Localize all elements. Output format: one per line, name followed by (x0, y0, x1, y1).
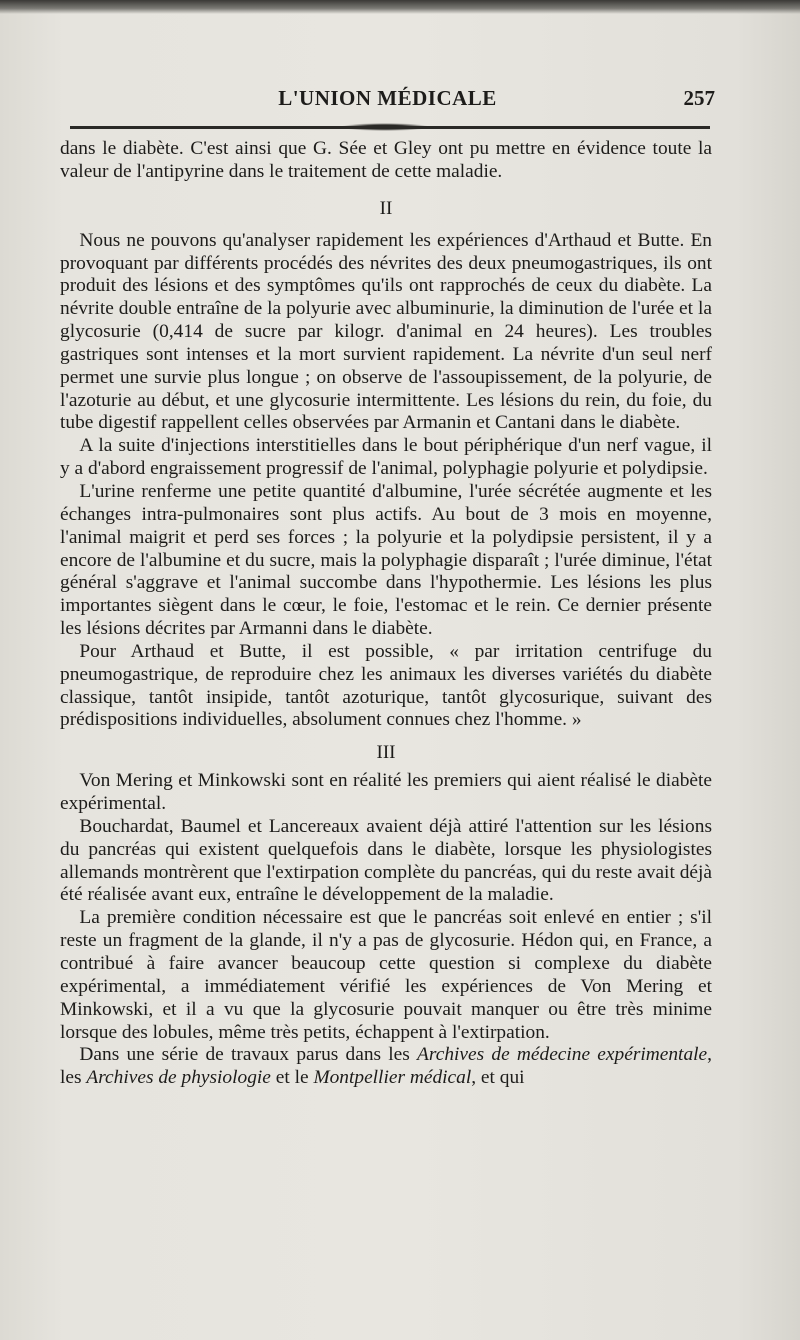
paragraph: La première condition nécessaire est que le pancréas soit enlevé en entier ; s'il reste un fragment de la glande, il n'y a pas de glycosurie. Hédon qui, en France, a contribué à faire avancer beaucoup cette question si complexe du diabète expérimental, a immédiatement vérifié les expériences de Von Mering et Minkowski, et il a vu que la glycosurie pouvait manquer ou être très minime lorsque des lobules, même très petits, échappent à l'extirpation. (60, 907, 712, 1043)
journal-title: Montpellier médical (313, 1067, 472, 1089)
article-body (60, 138, 712, 1090)
journal-title: Archives de médecine expérimentale (417, 1044, 708, 1066)
text-run: et le (270, 1067, 314, 1089)
text-run: Dans une série de travaux parus dans les (79, 1044, 418, 1066)
journal-title: Archives de physiologie (86, 1067, 271, 1089)
paragraph: A la suite d'injections interstitielles dans le bout périphérique d'un nerf vague, il y a d'abord engraissement progressif de l'animal, polyphagie polyurie et polydipsie. (60, 435, 712, 480)
paragraph: Nous ne pouvons qu'analyser rapidement les expériences d'Arthaud et Butte. En provoquant par différents procédés des névrites des deux pneumogastriques, ils ont produit des lésions et des symptômes qu'ils ont rapprochés de ceux du diabète. La névrite double entraîne de la polyurie avec albuminurie, la diminution de l'urée et la glycosurie (0,414 de sucre par kilogr. d'animal en 24 heures). Les troubles gastriques sont intenses et la mort survient rapidement. La névrite d'un seul nerf permet une survie plus longue ; on observe de l'assoupissement, de la polyurie, de l'azoturie au début, et une glycosurie intermittente. Les lésions du rein, du foie, du tube digestif rappellent celles observées par Armanin et Cantani dans le diabète. (60, 229, 712, 434)
running-title: L'UNION MÉDICALE (278, 86, 497, 110)
section-heading-3: III (376, 742, 396, 764)
section-heading-2: II (379, 197, 393, 219)
paragraph-last (60, 1044, 712, 1090)
paragraph: Von Mering et Minkowski sont en réalité les premiers qui aient réalisé le diabète expérimental. (60, 770, 712, 815)
paragraph: L'urine renferme une petite quantité d'albumine, l'urée sécrétée augmente et les échanges intra-pulmonaires sont plus actifs. Au bout de 3 mois en moyenne, l'animal maigrit et perd ses forces ; la polyurie et la polydipsie persistent, il y a encore de l'albumine et du sucre, mais la polyphagie disparaît ; l'urée diminue, l'état général s'aggrave et l'animal succombe dans l'hypothermie. Les lésions les plus importantes siègent dans le cœur, le foie, l'estomac et le rein. Ce dernier présente les lésions décrites par Armanni dans le diabète. (60, 480, 712, 640)
scan-edge-shadow (0, 0, 800, 14)
text-run: , les (60, 1044, 712, 1089)
paragraph-continued: dans le diabète. C'est ainsi que G. Sée et Gley ont pu mettre en évidence toute la valeur de l'antipyrine dans le traitement de cette maladie. (60, 138, 712, 182)
page-number: 257 (683, 86, 715, 110)
text-run: , et qui (471, 1067, 525, 1089)
paragraph: Bouchardat, Baumel et Lancereaux avaient déjà attiré l'attention sur les lésions du pancréas qui existent quelquefois dans le diabète, lorsque les physiologistes allemands montrèrent que l'extirpation complète du pancréas, qui du reste avait déjà été réalisée avant eux, entraîne le développement de la maladie. (60, 815, 712, 906)
header-rule (70, 126, 710, 129)
paragraph: Pour Arthaud et Butte, il est possible, « par irritation centrifuge du pneumogastrique, de reproduire chez les animaux les diverses variétés du diabète classique, tantôt insipide, tantôt azoturique, tantôt glycosurique, suivant des prédispositions individuelles, absolument connues chez l'homme. » (60, 640, 712, 731)
page-header (60, 86, 715, 116)
